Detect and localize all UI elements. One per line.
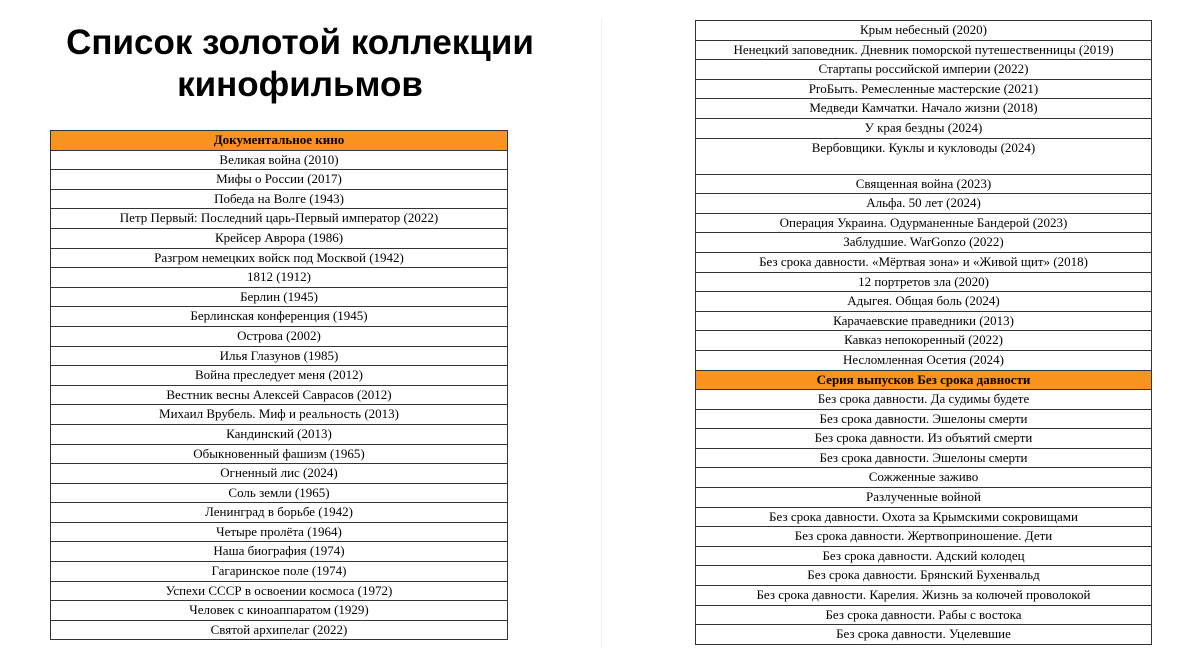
table-row-cell: Огненный лис (2024) [51,464,508,484]
table-row-cell: Без срока давности. Брянский Бухенвальд [696,566,1152,586]
table-row [696,311,1152,331]
table-row [696,272,1152,292]
table-row-cell: Вестник весны Алексей Саврасов (2012) [51,385,508,405]
table-row-cell: Илья Глазунов (1985) [51,346,508,366]
table-row-cell: Без срока давности. Эшелоны смерти [696,448,1152,468]
table-row-cell: Без срока давности. Рабы с востока [696,605,1152,625]
table-row [696,21,1152,41]
table-row [696,390,1152,410]
table-row-cell: Альфа. 50 лет (2024) [696,194,1152,214]
films-continuation-table [695,20,1152,645]
table-row [51,542,508,562]
table-row [51,366,508,386]
table-row [51,620,508,640]
table-row [51,503,508,523]
table-row-cell: Берлин (1945) [51,287,508,307]
table-row [51,268,508,288]
table-row [51,326,508,346]
table-row-cell: Без срока давности. Охота за Крымскими сокровищами [696,507,1152,527]
table-row-cell: Стартапы российской империи (2022) [696,60,1152,80]
table-row-cell: ProБыть. Ремесленные мастерские (2021) [696,79,1152,99]
table-row-cell: Великая война (2010) [51,150,508,170]
table-row-cell: Мифы о России (2017) [51,170,508,190]
table-row [696,118,1152,138]
table-row-cell: Без срока давности. Уцелевшие [696,625,1152,645]
table-row [696,174,1152,194]
table-row-cell: Без срока давности. «Мёртвая зона» и «Живой щит» (2018) [696,252,1152,272]
title-line-1: Список золотой коллекции [66,23,534,62]
table-row-cell: Война преследует меня (2012) [51,366,508,386]
table-row [51,385,508,405]
table-row [696,79,1152,99]
table-row-cell: Четыре пролёта (1964) [51,522,508,542]
table-row [696,527,1152,547]
table-row [51,464,508,484]
table-row-cell: Операция Украина. Одурманенные Бандерой (2023) [696,213,1152,233]
table-row [696,40,1152,60]
table-row [51,444,508,464]
title-line-2: кинофильмов [177,65,423,104]
table-row [51,424,508,444]
table-row-cell: Ленинград в борьбе (1942) [51,503,508,523]
table-row [696,566,1152,586]
table-row [51,522,508,542]
table-row [696,194,1152,214]
table-row [51,601,508,621]
table-row-cell: Берлинская конференция (1945) [51,307,508,327]
table-header-documentary-cell: Документальное кино [51,131,508,151]
table-row-cell: Без срока давности. Да судимы будете [696,390,1152,410]
table-row [51,170,508,190]
table-row [696,331,1152,351]
table-row-cell: Обыкновенный фашизм (1965) [51,444,508,464]
table-row [51,346,508,366]
table-row-cell: Медведи Камчатки. Начало жизни (2018) [696,99,1152,119]
table-row [51,562,508,582]
table-row-cell: 12 портретов зла (2020) [696,272,1152,292]
column-divider [601,18,602,648]
table-row [696,350,1152,370]
table-row [696,99,1152,119]
table-row-cell: Разлученные войной [696,488,1152,508]
table-row-cell: Без срока давности. Из объятий смерти [696,429,1152,449]
table-row-cell: Без срока давности. Карелия. Жизнь за колючей проволокой [696,586,1152,606]
table-row [696,468,1152,488]
table-row-cell: Сожженные заживо [696,468,1152,488]
table-row [696,546,1152,566]
table-row [696,507,1152,527]
table-row-cell: Карачаевские праведники (2013) [696,311,1152,331]
table-row [51,248,508,268]
table-row [51,228,508,248]
table-row-cell: Без срока давности. Адский колодец [696,546,1152,566]
table-row [696,292,1152,312]
table-row-cell: Без срока давности. Жертвоприношение. Дети [696,527,1152,547]
table-row [696,586,1152,606]
table-row [51,307,508,327]
table-row [696,138,1152,174]
table-row-cell: Человек с киноаппаратом (1929) [51,601,508,621]
table-header-series-cell: Серия выпусков Без срока давности [696,370,1152,390]
table-row-cell: Петр Первый: Последний царь-Первый император (2022) [51,209,508,229]
table-row-cell: У края бездны (2024) [696,118,1152,138]
documentary-films-table [50,130,508,640]
table-row-cell: Святой архипелаг (2022) [51,620,508,640]
table-row [51,189,508,209]
table-row [696,448,1152,468]
table-row [696,429,1152,449]
table-row-cell: Наша биография (1974) [51,542,508,562]
table-row-cell: 1812 (1912) [51,268,508,288]
table-row [696,605,1152,625]
table-row [696,213,1152,233]
table-row-cell: Несломленная Осетия (2024) [696,350,1152,370]
table-row [696,488,1152,508]
table-row [696,233,1152,253]
table-row-cell: Кандинский (2013) [51,424,508,444]
table-row [51,581,508,601]
table-row-cell: Крым небесный (2020) [696,21,1152,41]
table-row [696,409,1152,429]
table-row-cell: Ненецкий заповедник. Дневник поморской путешественницы (2019) [696,40,1152,60]
table-row-cell: Победа на Волге (1943) [51,189,508,209]
table-row [51,150,508,170]
table-row [51,483,508,503]
table-row-cell: Кавказ непокоренный (2022) [696,331,1152,351]
table-row [51,209,508,229]
table-header-series [696,370,1152,390]
table-header-documentary [51,131,508,151]
table-row [696,625,1152,645]
table-row-cell: Адыгея. Общая боль (2024) [696,292,1152,312]
table-row-cell: Заблудшие. WarGonzo (2022) [696,233,1152,253]
table-row [51,405,508,425]
table-row-cell: Гагаринское поле (1974) [51,562,508,582]
table-row [696,60,1152,80]
table-row [696,252,1152,272]
table-row-cell: Без срока давности. Эшелоны смерти [696,409,1152,429]
table-row-cell: Соль земли (1965) [51,483,508,503]
table-row-cell: Острова (2002) [51,326,508,346]
table-row [51,287,508,307]
table-row-cell: Успехи СССР в освоении космоса (1972) [51,581,508,601]
table-row-cell: Священная война (2023) [696,174,1152,194]
table-row-cell: Разгром немецких войск под Москвой (1942) [51,248,508,268]
table-row-cell: Крейсер Аврора (1986) [51,228,508,248]
table-row-cell: Вербовщики. Куклы и кукловоды (2024) [696,138,1152,174]
table-row-cell: Михаил Врубель. Миф и реальность (2013) [51,405,508,425]
page-title [0,22,600,106]
